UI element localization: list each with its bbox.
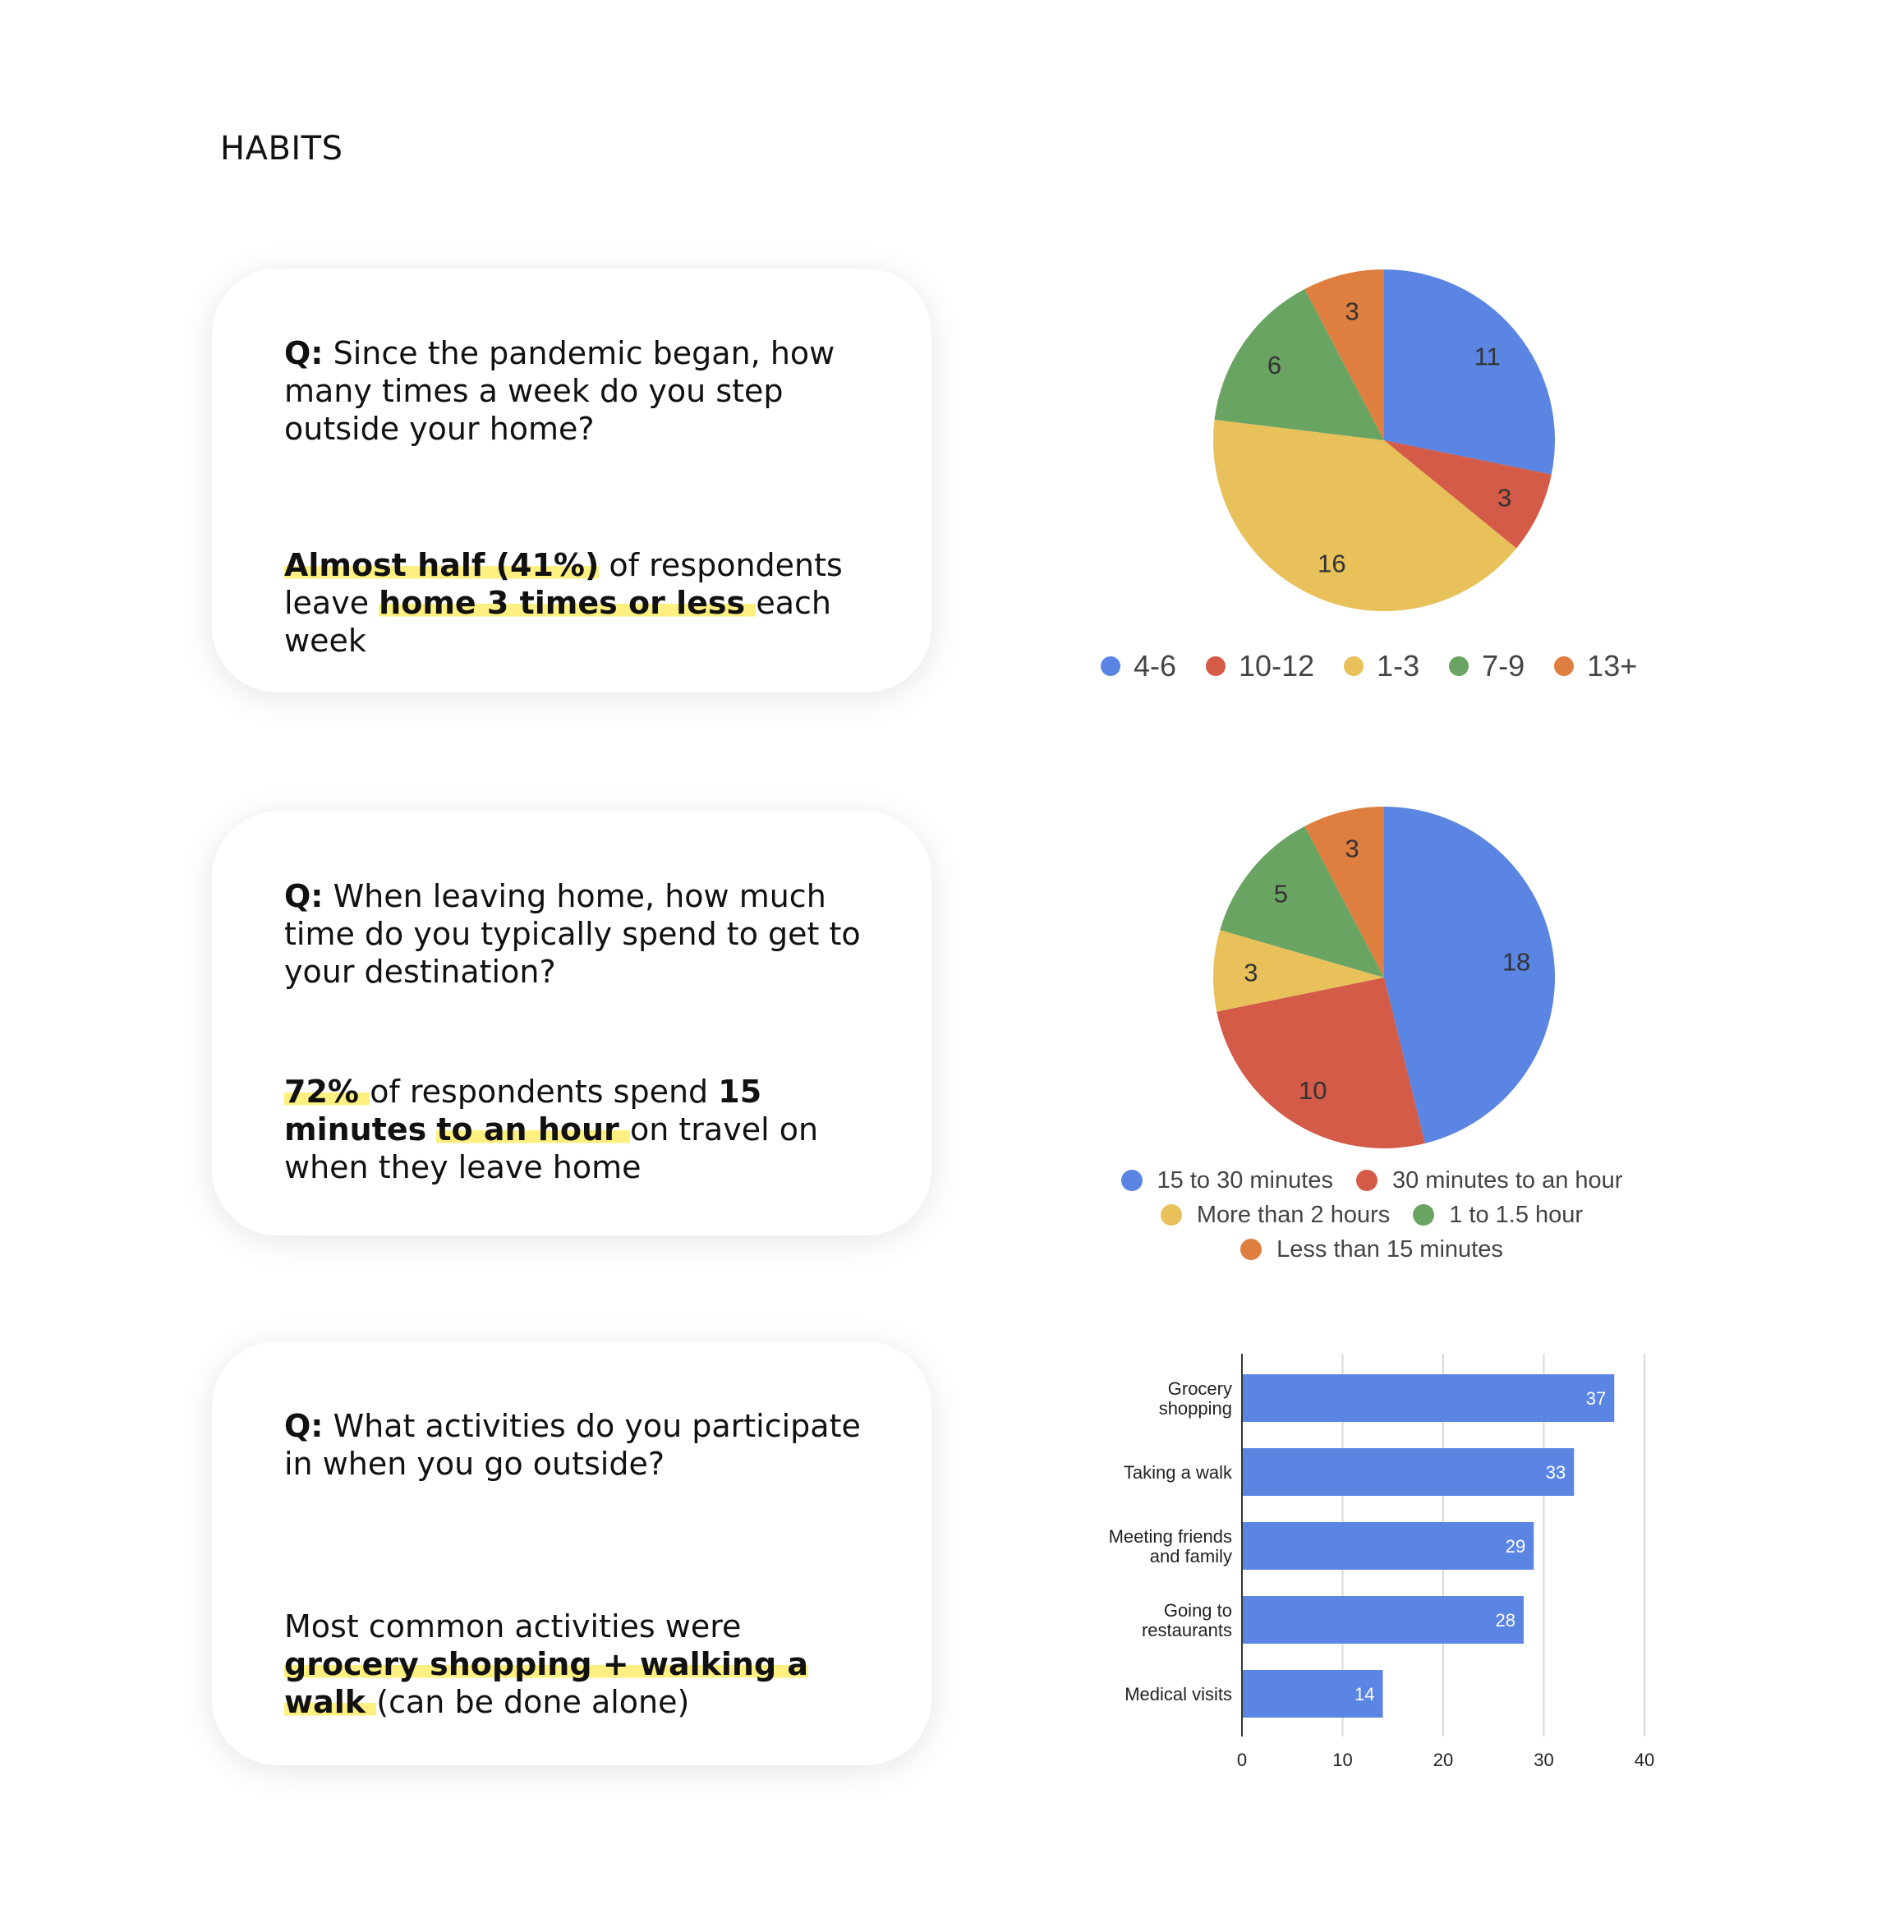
category-label: Grocery [1167,1378,1232,1399]
category-label: and family [1149,1546,1232,1566]
data-label: 11 [1474,342,1501,371]
answer-text-run: of respondents leave [284,547,843,621]
answer-text [284,1608,876,1721]
data-label: 6 [1267,350,1282,380]
legend-swatch [1101,656,1120,676]
legend-trips-per-week [1101,649,1667,683]
legend-swatch [1413,1204,1434,1226]
legend-item [1449,649,1525,683]
answer-text [284,546,876,660]
page-title: HABITS [220,130,343,168]
legend-swatch [1240,1239,1262,1260]
x-tick-label: 40 [1634,1750,1655,1770]
question-card-2 [212,812,931,1235]
legend-swatch [1121,1170,1143,1191]
legend-item [1206,649,1314,683]
legend-swatch [1554,656,1574,676]
highlighted-text: Almost half (41%) [284,547,600,583]
legend-swatch [1449,656,1469,676]
data-label: 33 [1545,1462,1566,1483]
bar-chart-activities [1068,1339,1692,1782]
legend-item [1121,1165,1333,1196]
highlighted-text: to an hour [436,1111,630,1148]
data-label: 18 [1502,947,1531,977]
legend-label: 1-3 [1377,649,1420,683]
data-label: 37 [1585,1388,1607,1409]
category-label: restaurants [1141,1620,1232,1640]
legend-travel-time [1084,1165,1659,1268]
question-text: Q: Since the pandemic began, how many times a week do you step outside your home? [284,335,835,447]
x-tick-label: 20 [1433,1750,1454,1770]
answer-text-run: 15 minutes [284,1074,762,1148]
pie-chart-trips-per-week [1195,261,1573,623]
legend-label: 7-9 [1482,649,1525,683]
legend-label: 13+ [1587,649,1638,683]
data-label: 3 [1244,958,1258,987]
pie-chart-travel-time [1195,798,1573,1160]
legend-swatch [1344,656,1364,676]
legend-label: Less than 15 minutes [1276,1236,1503,1263]
answer-text-run: each week [284,585,832,659]
bar [1243,1596,1524,1644]
data-label: 3 [1345,297,1359,326]
category-label: shopping [1158,1398,1232,1419]
legend-label: 1 to 1.5 hour [1449,1202,1584,1228]
legend-label: More than 2 hours [1196,1202,1391,1228]
category-label: Meeting friends [1108,1526,1232,1547]
legend-swatch [1356,1170,1377,1191]
pie-slice-4-6 [1384,269,1555,475]
answer-text-run: on travel on when they leave home [284,1111,819,1185]
bar [1243,1374,1614,1422]
category-label: Going to [1163,1600,1232,1621]
legend-item [1161,1199,1390,1230]
data-label: 14 [1354,1684,1375,1704]
data-label: 3 [1345,834,1359,863]
legend-label: 4-6 [1134,649,1177,683]
legend-label: 10-12 [1239,649,1315,683]
legend-item [1240,1234,1503,1265]
answer-text-run: Most common activities were [284,1608,742,1644]
legend-swatch [1161,1204,1182,1226]
answer-text-run [426,1111,436,1148]
bar [1243,1522,1534,1570]
legend-swatch [1206,656,1226,676]
highlighted-text: grocery shopping + walking a walk [284,1646,809,1720]
x-tick-label: 10 [1332,1750,1353,1770]
data-label: 29 [1505,1536,1526,1557]
highlighted-text: home 3 times or less [379,585,757,621]
x-tick-label: 0 [1236,1750,1248,1770]
legend-item [1356,1165,1623,1196]
legend-item [1554,649,1637,683]
question-card-1 [212,269,931,692]
data-label: 10 [1299,1076,1327,1106]
data-label: 5 [1273,879,1288,908]
answer-text [284,1073,876,1186]
data-label: 28 [1495,1610,1515,1631]
category-label: Taking a walk [1123,1462,1232,1483]
category-label: Medical visits [1124,1684,1232,1704]
answer-text-run: of respondents spend [370,1074,719,1110]
highlighted-text: 72% [284,1074,370,1110]
x-tick-label: 30 [1534,1750,1554,1770]
legend-item [1344,649,1419,683]
question-card-3 [212,1341,931,1765]
legend-item [1413,1199,1583,1230]
legend-item [1101,649,1176,683]
data-label: 3 [1497,483,1512,513]
legend-label: 15 to 30 minutes [1157,1167,1333,1194]
question-text: Q: What activities do you participate in when you go outside? [284,1408,861,1482]
answer-text-run: (can be done alone) [376,1684,690,1720]
bar [1243,1448,1574,1496]
legend-label: 30 minutes to an hour [1391,1167,1623,1194]
question-text: Q: When leaving home, how much time do you typically spend to get to your destination? [284,878,861,990]
data-label: 16 [1318,549,1346,578]
